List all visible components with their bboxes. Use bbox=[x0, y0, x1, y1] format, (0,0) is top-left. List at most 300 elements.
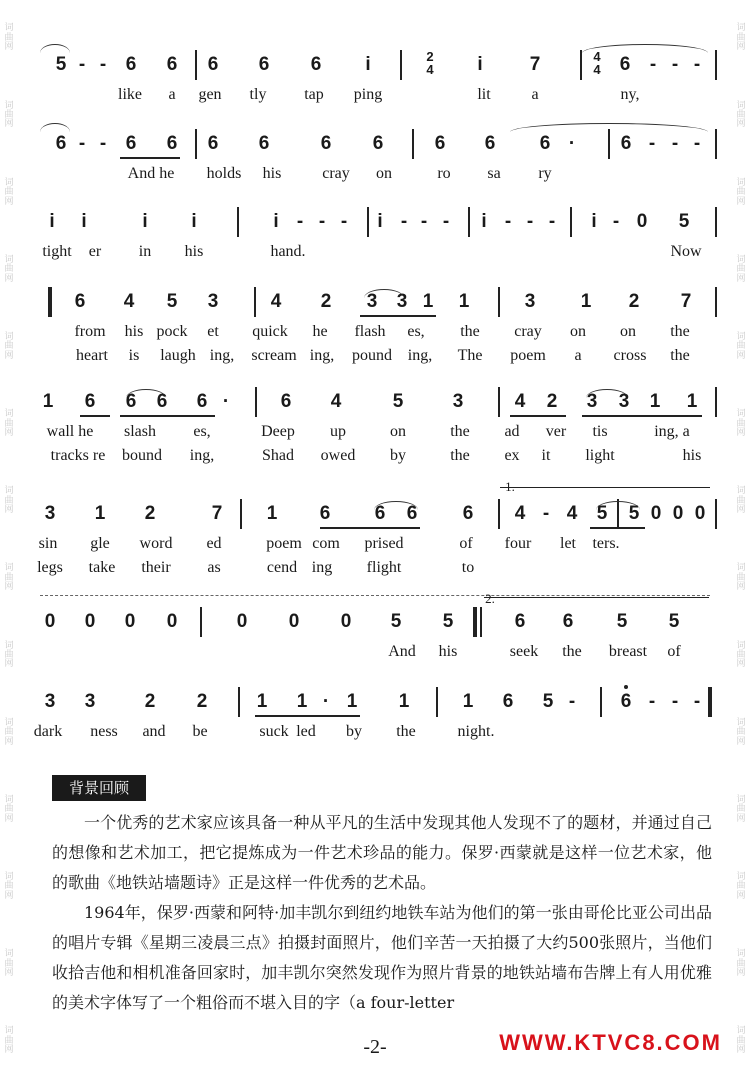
bar-line bbox=[480, 607, 482, 637]
lyric-word: to bbox=[461, 559, 475, 576]
score-note: 5 bbox=[668, 611, 680, 632]
lyric-word: let bbox=[560, 535, 576, 552]
lyric-word: in bbox=[138, 243, 152, 260]
page-number: -2- bbox=[363, 1036, 387, 1058]
beam-underline bbox=[255, 715, 360, 717]
score-note: 2 bbox=[144, 503, 156, 524]
beam-underline bbox=[510, 415, 566, 417]
lyric-word: ver bbox=[545, 423, 567, 440]
score-note: 3 bbox=[452, 391, 464, 412]
lyric-word: flash bbox=[354, 323, 386, 340]
separator-line bbox=[40, 595, 710, 596]
watermark-glyph-group: 词 曲 网 bbox=[4, 409, 14, 438]
score-note: 7 bbox=[211, 503, 223, 524]
lyric-word: legs bbox=[37, 559, 63, 576]
lyric-word: es, bbox=[407, 323, 425, 340]
score-note: 3 bbox=[84, 691, 96, 712]
lyric-word: ed bbox=[206, 535, 222, 552]
lyric-word: Shad bbox=[262, 447, 294, 464]
score-note: 6 bbox=[74, 291, 86, 312]
score-note: - bbox=[568, 691, 576, 712]
score-note: 0 bbox=[44, 611, 56, 632]
lyric-word: the bbox=[460, 323, 480, 340]
score-note: - bbox=[99, 54, 107, 75]
bar-line bbox=[715, 287, 717, 317]
score-note: 1 bbox=[649, 391, 661, 412]
score-note: 5 bbox=[542, 691, 554, 712]
lyric-word: holds bbox=[206, 165, 242, 182]
lyric-word: Now bbox=[670, 243, 702, 260]
watermark-right bbox=[734, 0, 748, 1080]
lyric-word: laugh bbox=[160, 347, 196, 364]
lyric-word: slash bbox=[124, 423, 156, 440]
score-note: i bbox=[377, 211, 383, 232]
score-note: - bbox=[693, 54, 701, 75]
volta-2-label: 2. bbox=[485, 591, 495, 606]
bar-line bbox=[570, 207, 572, 237]
score-note: - bbox=[504, 211, 512, 232]
score-note: 1 bbox=[686, 391, 698, 412]
lyric-word: a bbox=[531, 86, 539, 103]
score-note: 6 bbox=[484, 133, 496, 154]
score-note: 6 bbox=[280, 391, 292, 412]
watermark-glyph-group: 词 曲 网 bbox=[736, 331, 746, 361]
lyric-word: poem bbox=[510, 347, 546, 364]
score-note: 6 bbox=[196, 391, 208, 412]
paragraph-1: 一个优秀的艺术家应该具备一种从平凡的生活中发现其他人发现不了的题材，并通过自己的想像和艺术加工，把它提炼成为一件艺术珍品的能力。保罗·西蒙就是这样一位艺术家，他的歌曲《地铁站墙题诗》正是这样一件优秀的艺术品。 bbox=[52, 813, 712, 892]
bar-line bbox=[367, 207, 369, 237]
lyric-word: dark bbox=[33, 723, 63, 740]
score-note: 3 bbox=[44, 691, 56, 712]
score-note: - bbox=[340, 211, 348, 232]
bar-line bbox=[498, 499, 500, 529]
score-note: i bbox=[191, 211, 197, 232]
score-note: 1 bbox=[422, 291, 434, 312]
score-note: i bbox=[49, 211, 55, 232]
score-note: - bbox=[671, 133, 679, 154]
lyric-word: gen bbox=[198, 86, 222, 103]
lyric-word: on bbox=[376, 165, 392, 182]
lyric-word: ing, bbox=[309, 347, 335, 364]
score-note: - bbox=[649, 54, 657, 75]
watermark-glyph-group: 词 曲 网 bbox=[736, 717, 746, 747]
score-note: 5 bbox=[55, 54, 67, 75]
score-note: - bbox=[648, 691, 656, 712]
score-note: 1 bbox=[458, 291, 470, 312]
score-note: 0 bbox=[650, 503, 662, 524]
lyric-word: pound bbox=[352, 347, 392, 364]
lyric-word: the bbox=[450, 423, 470, 440]
watermark-glyph-group: 词 曲 网 bbox=[4, 100, 14, 130]
lyric-word: ny, bbox=[620, 86, 640, 103]
score-note: 7 bbox=[529, 54, 541, 75]
beam-underline bbox=[80, 415, 110, 417]
lyric-word: by bbox=[390, 447, 406, 464]
watermark-glyph-group: 词 曲 网 bbox=[4, 486, 14, 516]
score-note: 4 bbox=[330, 391, 342, 412]
lyric-word: tracks re bbox=[50, 447, 106, 464]
score-note: i bbox=[477, 54, 483, 75]
lyric-word: the bbox=[450, 447, 470, 464]
lyric-word: And he bbox=[127, 165, 175, 182]
score-note: 2 bbox=[144, 691, 156, 712]
site-logo: WWW.KTVC8.COM bbox=[499, 1030, 722, 1055]
lyric-word: gle bbox=[90, 535, 110, 552]
time-sig-top: 2 bbox=[426, 49, 434, 64]
score-note: 4 bbox=[514, 503, 526, 524]
score-note: 5 bbox=[390, 611, 402, 632]
score-note: - bbox=[648, 133, 656, 154]
bar-line bbox=[436, 687, 438, 717]
lyric-word: Deep bbox=[261, 423, 295, 440]
lyric-word: light bbox=[585, 447, 615, 464]
lyric-word: heart bbox=[76, 347, 108, 364]
lyric-word: sin bbox=[38, 535, 58, 552]
lyric-word: The bbox=[457, 347, 483, 364]
score-note: 0 bbox=[124, 611, 136, 632]
score-note: 2 bbox=[320, 291, 332, 312]
score-note: 3 bbox=[207, 291, 219, 312]
score-note: - bbox=[526, 211, 534, 232]
time-sig-bottom: 4 bbox=[593, 62, 601, 77]
score-note: 3 bbox=[524, 291, 536, 312]
score-note: i bbox=[591, 211, 597, 232]
score-note: 6 bbox=[562, 611, 574, 632]
time-signature-2-4 bbox=[426, 50, 433, 76]
lyric-word: ro bbox=[437, 165, 451, 182]
score-note: 6 bbox=[502, 691, 514, 712]
beam-underline bbox=[590, 527, 645, 529]
beam-underline bbox=[120, 157, 180, 159]
lyric-word: ness bbox=[90, 723, 118, 740]
score-note: i bbox=[142, 211, 148, 232]
watermark-glyph-group: 词 曲 网 bbox=[736, 871, 746, 901]
score-note: 6 bbox=[620, 133, 632, 154]
score-note: 3 bbox=[396, 291, 408, 312]
score-note: i bbox=[273, 211, 279, 232]
score-note: - bbox=[671, 54, 679, 75]
lyric-word: his bbox=[438, 643, 458, 660]
score-note: 6 bbox=[55, 133, 67, 154]
lyric-word: it bbox=[541, 447, 551, 464]
score-note: 6 bbox=[207, 133, 219, 154]
bar-line bbox=[580, 50, 582, 80]
score-note: 6 bbox=[156, 391, 168, 412]
score-note: - bbox=[442, 211, 450, 232]
score-note: 6 bbox=[319, 503, 331, 524]
lyric-word: cray bbox=[322, 165, 350, 182]
score-note: - bbox=[548, 211, 556, 232]
lyric-word: cray bbox=[514, 323, 542, 340]
slur-curve bbox=[40, 44, 70, 53]
score-note: 5 bbox=[616, 611, 628, 632]
volta-1-bracket bbox=[500, 487, 710, 488]
lyric-word: be bbox=[192, 723, 208, 740]
lyric-word: tap bbox=[304, 86, 324, 103]
slur-curve bbox=[582, 44, 708, 53]
bar-line bbox=[608, 129, 610, 159]
bar-line bbox=[240, 499, 242, 529]
paragraph-2: 1964年，保罗·西蒙和阿特·加丰凯尔到纽约地铁车站为他们的第一张由哥伦比亚公司出品的唱片专辑《星期三凌晨三点》拍摄封面照片，他们辛苦一天拍摄了大约500张照片，当他们收拾吉他和相机准备回家时，加丰凯尔突然发现作为照片背景的地铁站墙布告牌上有人用优雅的美术字体写了一个粗俗而不堪入目的字（a four-letter bbox=[52, 903, 712, 1012]
lyric-word: ters. bbox=[592, 535, 620, 552]
lyric-word: the bbox=[396, 723, 416, 740]
watermark-glyph-group: 词 曲 网 bbox=[4, 23, 14, 53]
score-note: 6 bbox=[620, 691, 632, 712]
score-note: 5 bbox=[596, 503, 608, 524]
score-note: - bbox=[542, 503, 550, 524]
score-note: 0 bbox=[694, 503, 706, 524]
lyric-word: night. bbox=[457, 723, 495, 740]
bar-line bbox=[195, 129, 197, 159]
lyric-word: a bbox=[168, 86, 176, 103]
score-note: 6 bbox=[372, 133, 384, 154]
score-note: 0 bbox=[636, 211, 648, 232]
lyric-word: his bbox=[184, 243, 204, 260]
score-note: 6 bbox=[310, 54, 322, 75]
watermark-glyph-group: 词 曲 网 bbox=[4, 331, 14, 361]
score-note: 2 bbox=[196, 691, 208, 712]
score-note: - bbox=[99, 133, 107, 154]
watermark-glyph-group: 词 曲 网 bbox=[4, 640, 14, 670]
bar-line bbox=[498, 287, 500, 317]
lyric-word: the bbox=[670, 323, 690, 340]
score-note: - bbox=[78, 133, 86, 154]
watermark-glyph-group: 词 曲 网 bbox=[736, 254, 746, 284]
score-note: 0 bbox=[166, 611, 178, 632]
slur-curve bbox=[40, 123, 70, 132]
lyric-word: led bbox=[296, 723, 316, 740]
final-bar bbox=[708, 687, 712, 717]
score-note: 3 bbox=[366, 291, 378, 312]
lyric-word: tly bbox=[249, 86, 267, 103]
lyric-word: as bbox=[207, 559, 221, 576]
score-note: 6 bbox=[125, 54, 137, 75]
lyric-word: scream bbox=[251, 347, 297, 364]
bar-line bbox=[498, 387, 500, 417]
score-note: 1 bbox=[94, 503, 106, 524]
score-note: i bbox=[365, 54, 371, 75]
score-note: 0 bbox=[340, 611, 352, 632]
bar-line bbox=[715, 387, 717, 417]
bar-line bbox=[400, 50, 402, 80]
lyric-word: suck bbox=[259, 723, 289, 740]
lyric-word: et bbox=[207, 323, 219, 340]
lyric-word: his bbox=[262, 165, 282, 182]
watermark-glyph-group: 词 曲 网 bbox=[736, 177, 746, 207]
time-sig-bottom: 4 bbox=[426, 62, 434, 77]
lyric-word: ing, bbox=[209, 347, 235, 364]
lyric-word: like bbox=[118, 86, 142, 103]
score-note: · bbox=[568, 133, 576, 154]
score-note: - bbox=[78, 54, 86, 75]
score-note: 3 bbox=[586, 391, 598, 412]
score-note: 3 bbox=[618, 391, 630, 412]
score-note: 4 bbox=[123, 291, 135, 312]
lyric-word: tight bbox=[42, 243, 72, 260]
score-note: 6 bbox=[539, 133, 551, 154]
lyric-word: of bbox=[667, 643, 681, 660]
beam-underline bbox=[320, 527, 420, 529]
score-note: 7 bbox=[680, 291, 692, 312]
score-note: 6 bbox=[166, 54, 178, 75]
score-note: - bbox=[318, 211, 326, 232]
lyric-word: of bbox=[459, 535, 473, 552]
score-note: 0 bbox=[672, 503, 684, 524]
watermark-glyph-group: 词 曲 网 bbox=[4, 717, 14, 747]
score-note: · bbox=[222, 391, 230, 412]
repeat-start-bar bbox=[48, 287, 52, 317]
lyric-word: And bbox=[388, 643, 416, 660]
score-note: 6 bbox=[434, 133, 446, 154]
watermark-glyph-group: 词 曲 网 bbox=[736, 640, 746, 670]
score-note: - bbox=[400, 211, 408, 232]
lyric-word: owed bbox=[320, 447, 356, 464]
score-note: 4 bbox=[566, 503, 578, 524]
bar-line bbox=[468, 207, 470, 237]
score-note: 1 bbox=[42, 391, 54, 412]
lyric-word: seek bbox=[509, 643, 539, 660]
bar-line bbox=[715, 129, 717, 159]
watermark-glyph-group: 词 曲 网 bbox=[4, 177, 14, 207]
watermark-glyph-group: 词 曲 网 bbox=[4, 871, 14, 901]
score-note: 2 bbox=[628, 291, 640, 312]
score-note: 1 bbox=[296, 691, 308, 712]
bar-line bbox=[600, 687, 602, 717]
lyric-word: from bbox=[74, 323, 106, 340]
lyric-word: cross bbox=[613, 347, 647, 364]
score-note: 0 bbox=[288, 611, 300, 632]
lyric-word: the bbox=[562, 643, 582, 660]
score-note: 1 bbox=[580, 291, 592, 312]
lyric-word: is bbox=[128, 347, 140, 364]
watermark-glyph-group: 词 曲 网 bbox=[736, 409, 746, 438]
lyric-word: ing bbox=[311, 559, 333, 576]
watermark-glyph-group: 词 曲 网 bbox=[736, 486, 746, 516]
lyric-word: the bbox=[670, 347, 690, 364]
score-note: 1 bbox=[462, 691, 474, 712]
lyric-word: prised bbox=[364, 535, 404, 552]
score-note: 6 bbox=[258, 54, 270, 75]
watermark-glyph-group: 词 曲 网 bbox=[4, 563, 14, 593]
lyric-word: take bbox=[88, 559, 116, 576]
score-note: 0 bbox=[236, 611, 248, 632]
bar-line bbox=[715, 499, 717, 529]
bar-line bbox=[237, 207, 239, 237]
lyric-word: up bbox=[330, 423, 346, 440]
lyric-word: he bbox=[312, 323, 328, 340]
score-note: 6 bbox=[166, 133, 178, 154]
score-note: 0 bbox=[84, 611, 96, 632]
lyric-word: word bbox=[139, 535, 173, 552]
volta-1-label: 1. bbox=[505, 479, 515, 494]
watermark-glyph-group: 词 曲 网 bbox=[736, 563, 746, 593]
watermark-glyph-group: 词 曲 网 bbox=[736, 794, 746, 824]
lyric-word: cend bbox=[266, 559, 298, 576]
watermark-glyph-group: 词 曲 网 bbox=[4, 254, 14, 284]
bar-line bbox=[200, 607, 202, 637]
lyric-word: pock bbox=[156, 323, 188, 340]
score-note: 4 bbox=[514, 391, 526, 412]
lyric-word: wall he bbox=[46, 423, 94, 440]
watermark-glyph-group: 词 曲 网 bbox=[4, 794, 14, 824]
score-note: 5 bbox=[166, 291, 178, 312]
lyric-word: ry bbox=[538, 165, 552, 182]
score-note: 3 bbox=[44, 503, 56, 524]
score-note: · bbox=[322, 691, 330, 712]
score-note: i bbox=[481, 211, 487, 232]
lyric-word: lit bbox=[477, 86, 491, 103]
lyric-word: a bbox=[574, 347, 582, 364]
score-note: 1 bbox=[266, 503, 278, 524]
bar-line bbox=[255, 387, 257, 417]
lyric-word: their bbox=[141, 559, 171, 576]
lyric-word: ing, bbox=[407, 347, 433, 364]
score-note: i bbox=[81, 211, 87, 232]
score-note: 4 bbox=[270, 291, 282, 312]
watermark-glyph-group: 词 曲 网 bbox=[736, 1026, 746, 1056]
time-signature-4-4 bbox=[593, 50, 600, 76]
beam-underline bbox=[120, 415, 215, 417]
bar-line bbox=[238, 687, 240, 717]
score-note: 5 bbox=[392, 391, 404, 412]
score-note: 1 bbox=[256, 691, 268, 712]
lyric-word: on bbox=[570, 323, 586, 340]
beam-underline bbox=[360, 315, 436, 317]
watermark-glyph-group: 词 曲 网 bbox=[4, 1026, 14, 1056]
score-note: 5 bbox=[628, 503, 640, 524]
score-note: - bbox=[420, 211, 428, 232]
lyric-word: on bbox=[620, 323, 636, 340]
lyric-word: four bbox=[504, 535, 532, 552]
score-note: 1 bbox=[346, 691, 358, 712]
bar-line bbox=[195, 50, 197, 80]
lyric-word: breast bbox=[608, 643, 648, 660]
lyric-word: com bbox=[312, 535, 340, 552]
slur-curve bbox=[510, 123, 708, 132]
bar-line bbox=[715, 50, 717, 80]
score-note: - bbox=[296, 211, 304, 232]
lyric-word: ing, bbox=[189, 447, 215, 464]
lyric-word: ing, a bbox=[654, 423, 690, 440]
lyric-word: flight bbox=[366, 559, 402, 576]
section-label: 背景回顾 bbox=[52, 775, 146, 801]
watermark-left bbox=[2, 0, 16, 1080]
lyric-word: ad bbox=[504, 423, 520, 440]
lyric-word: on bbox=[390, 423, 406, 440]
watermark-glyph-group: 词 曲 网 bbox=[736, 100, 746, 130]
score-note: 6 bbox=[207, 54, 219, 75]
fermata-dot bbox=[624, 685, 628, 689]
score-note: 5 bbox=[442, 611, 454, 632]
score-note: 5 bbox=[678, 211, 690, 232]
lyric-word: and bbox=[142, 723, 166, 740]
watermark-glyph-group: 词 曲 网 bbox=[4, 949, 14, 978]
lyric-word: quick bbox=[252, 323, 288, 340]
score-note: 6 bbox=[374, 503, 386, 524]
lyric-word: es, bbox=[193, 423, 211, 440]
lyric-word: hand. bbox=[270, 243, 306, 260]
repeat-end-bar bbox=[473, 607, 477, 637]
watermark-glyph-group: 词 曲 网 bbox=[736, 949, 746, 978]
lyric-word: tis bbox=[592, 423, 608, 440]
score-note: 6 bbox=[125, 133, 137, 154]
score-note: - bbox=[693, 691, 701, 712]
score-note: - bbox=[612, 211, 620, 232]
lyric-word: his bbox=[682, 447, 702, 464]
score-note: 6 bbox=[514, 611, 526, 632]
score-note: 6 bbox=[125, 391, 137, 412]
time-sig-top: 4 bbox=[593, 49, 601, 64]
